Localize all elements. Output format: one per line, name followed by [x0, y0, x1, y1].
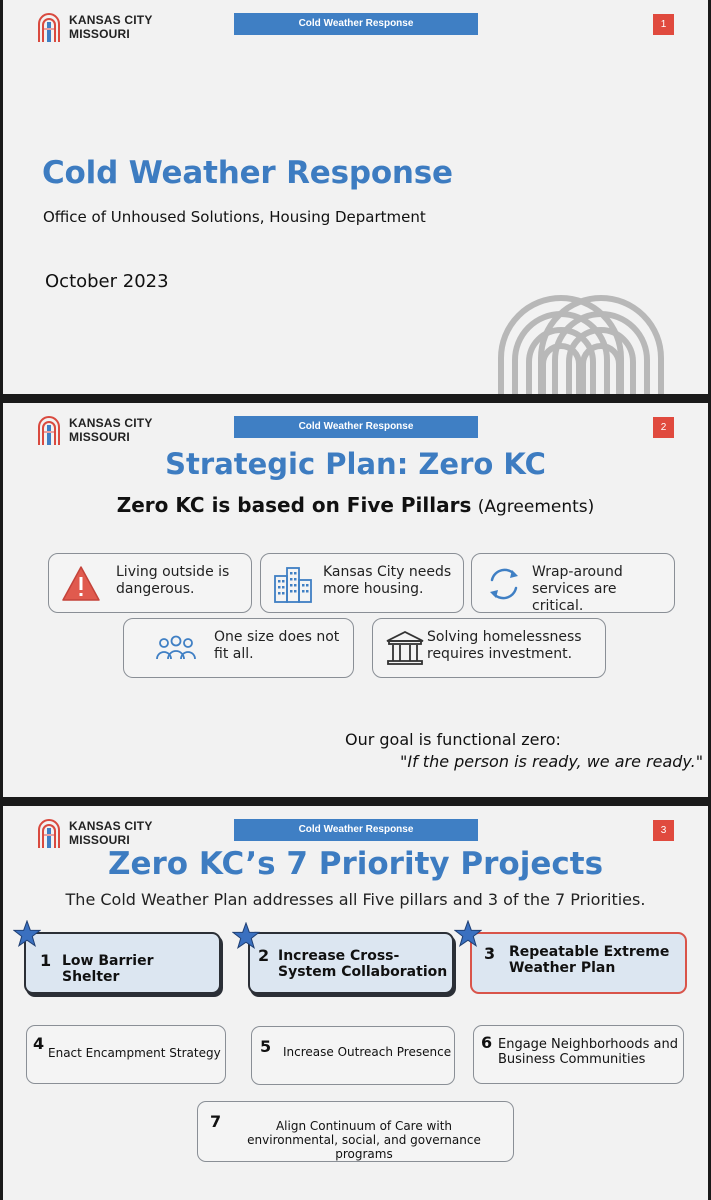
priority-card-2	[248, 932, 454, 994]
priority-card-1	[24, 932, 221, 994]
star-icon	[454, 920, 482, 948]
header-banner: Cold Weather Response	[234, 416, 478, 438]
slide-title: Strategic Plan: Zero KC	[165, 447, 546, 481]
kc-logo	[35, 12, 165, 44]
pillar-card	[372, 618, 606, 678]
priority-label: Enact Encampment Strategy	[48, 1046, 221, 1060]
priority-number: 5	[260, 1037, 272, 1056]
pillar-card	[48, 553, 252, 613]
priority-label: Align Continuum of Care with environmental, social, and governance programs	[247, 1119, 481, 1161]
cycle-icon	[482, 562, 526, 606]
slide-date: October 2023	[45, 271, 169, 292]
priority-label: Increase Cross-System Collaboration	[278, 948, 448, 980]
logo-line-2: MISSOURI	[69, 430, 130, 444]
goal-statement: Our goal is functional zero:	[345, 730, 561, 749]
logo-line-2: MISSOURI	[69, 833, 130, 847]
slide-3	[3, 806, 708, 1200]
logo-line-1: KANSAS CITY	[69, 819, 153, 833]
subtitle-paren: (Agreements)	[477, 497, 595, 517]
logo-line-1: KANSAS CITY	[69, 13, 153, 27]
logo-line-1: KANSAS CITY	[69, 416, 153, 430]
slide-title: Cold Weather Response	[42, 155, 453, 191]
slide-1	[3, 0, 708, 394]
bank-icon	[383, 627, 427, 671]
star-icon	[232, 922, 260, 950]
warning-icon	[59, 562, 103, 606]
priority-number: 6	[481, 1033, 493, 1052]
page-number-badge: 3	[653, 820, 674, 841]
logo-line-2: MISSOURI	[69, 27, 130, 41]
pillar-card	[471, 553, 675, 613]
pillar-label: One size does not fit all.	[214, 629, 340, 662]
priority-number: 3	[484, 944, 496, 963]
priority-number: 7	[210, 1112, 222, 1131]
priority-card-3	[470, 932, 687, 994]
pillar-label: Wrap-around services are critical.	[532, 564, 623, 614]
goal-quote: "If the person is ready, we are ready."	[400, 752, 704, 771]
header-banner: Cold Weather Response	[234, 13, 478, 35]
priority-card-7	[197, 1101, 514, 1162]
buildings-icon	[271, 562, 315, 606]
slide-2	[3, 403, 708, 797]
pillar-label: Kansas City needs more housing.	[323, 564, 452, 597]
kc-logo-icon	[35, 415, 63, 447]
pillar-label: Solving homelessness requires investment.	[427, 629, 582, 662]
arches-graphic	[491, 288, 671, 394]
pillar-card	[260, 553, 464, 613]
priority-number: 2	[258, 946, 270, 965]
kc-logo-icon	[35, 12, 63, 44]
page-number-badge: 2	[653, 417, 674, 438]
priority-number: 1	[40, 951, 52, 970]
kc-logo	[35, 415, 165, 447]
slide-subtitle: The Cold Weather Plan addresses all Five pillars and 3 of the 7 Priorities.	[65, 890, 646, 909]
slide-title: Zero KC’s 7 Priority Projects	[107, 846, 604, 882]
star-icon	[13, 920, 41, 948]
priority-number: 4	[33, 1034, 45, 1053]
priority-label: Low Barrier Shelter	[62, 953, 154, 985]
people-icon	[154, 627, 198, 671]
header-banner: Cold Weather Response	[234, 819, 478, 841]
subtitle-bold: Zero KC is based on Five Pillars	[116, 493, 472, 517]
priority-label: Increase Outreach Presence	[283, 1045, 452, 1059]
pillar-label: Living outside is dangerous.	[116, 564, 230, 597]
priority-label: Repeatable Extreme Weather Plan	[509, 944, 670, 976]
priority-card-5	[251, 1026, 455, 1085]
slide-subtitle	[3, 493, 708, 517]
priority-label: Engage Neighborhoods and Business Communities	[498, 1037, 678, 1067]
slide-subtitle: Office of Unhoused Solutions, Housing Department	[43, 208, 426, 226]
priority-card-6	[473, 1025, 684, 1084]
page-number-badge: 1	[653, 14, 674, 35]
pillar-card	[123, 618, 354, 678]
priority-card-4	[26, 1025, 226, 1084]
